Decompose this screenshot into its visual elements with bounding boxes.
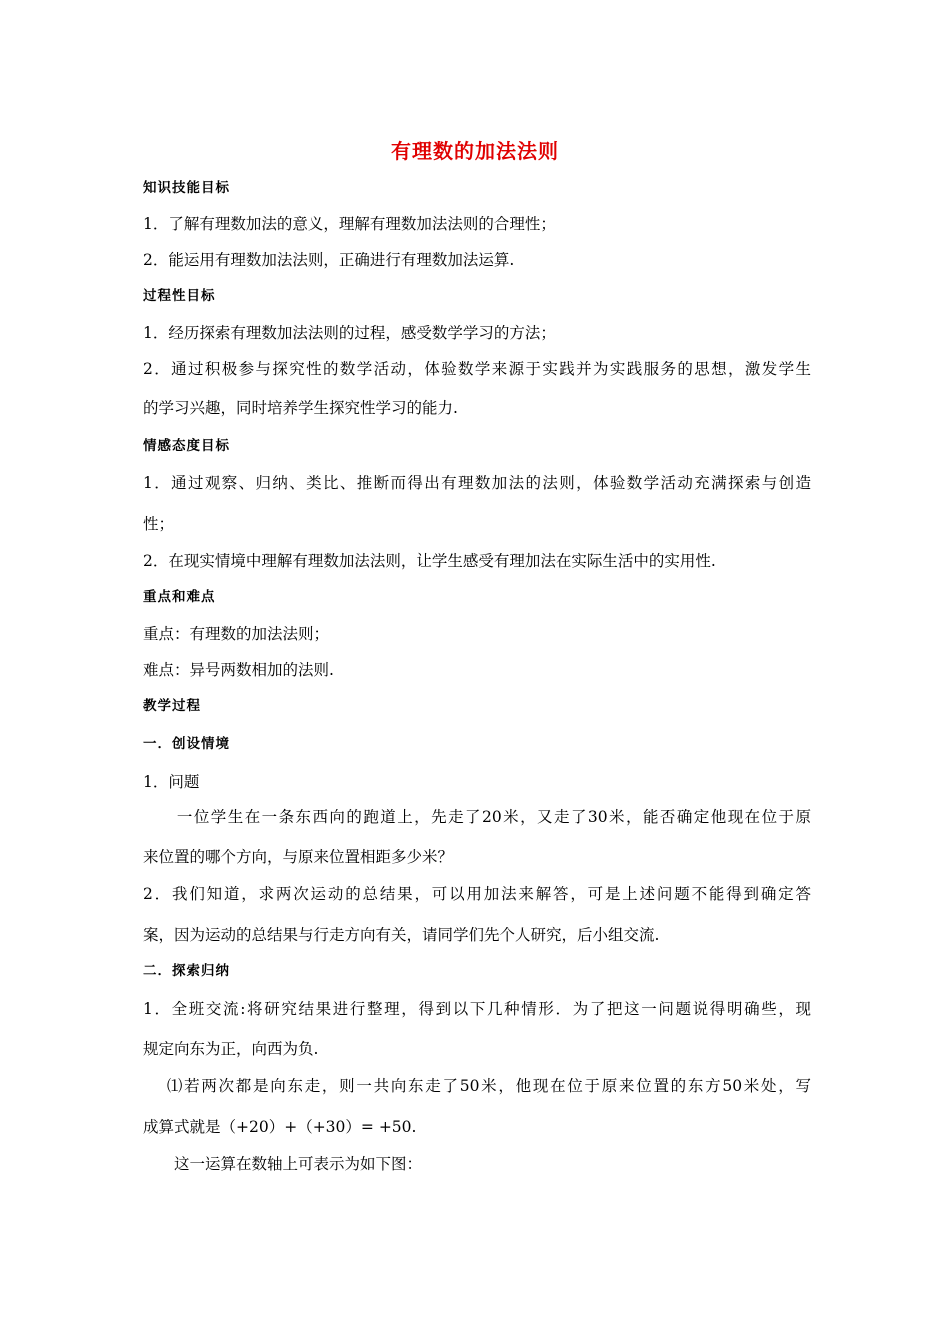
process-item-2-cont: 的学习兴趣，同时培养学生探究性学习的能力. xyxy=(143,399,458,417)
emotion-item-2: 2．在现实情境中理解有理数加法法则，让学生感受有理加法在实际生活中的实用性. xyxy=(143,552,716,570)
part2-line-5: 这一运算在数轴上可表示为如下图： xyxy=(143,1155,423,1173)
key-point: 重点：有理数的加法法则； xyxy=(143,625,330,643)
part1-line-4: 2．我们知道，求两次运动的总结果，可以用加法来解答，可是上述问题不能得到确定答 xyxy=(143,885,811,903)
part2-line-2: 规定向东为正，向西为负. xyxy=(143,1040,319,1058)
heading-knowledge-goals: 知识技能目标 xyxy=(143,180,230,196)
emotion-item-1-cont: 性； xyxy=(143,515,175,533)
part2-line-3: ⑴若两次都是向东走，则一共向东走了50米，他现在位于原来位置的东方50米处，写 xyxy=(143,1077,811,1095)
heading-emotion-goals: 情感态度目标 xyxy=(143,438,230,454)
heading-part-2: 二．探索归纳 xyxy=(143,963,230,979)
part1-line-2: 一位学生在一条东西向的跑道上，先走了20米，又走了30米，能否确定他现在位于原 xyxy=(143,808,811,826)
heading-teaching-process: 教学过程 xyxy=(143,698,201,714)
part2-line-1: 1．全班交流:将研究结果进行整理，得到以下几种情形．为了把这一问题说得明确些，现 xyxy=(143,1000,811,1018)
heading-part-1: 一．创设情境 xyxy=(143,736,230,752)
process-item-2: 2．通过积极参与探究性的数学活动，体验数学来源于实践并为实践服务的思想，激发学生 xyxy=(143,360,811,378)
process-item-1: 1．经历探索有理数加法法则的过程，感受数学学习的方法； xyxy=(143,324,556,342)
document-title: 有理数的加法法则 xyxy=(391,139,559,163)
part1-line-1: 1．问题 xyxy=(143,773,200,791)
heading-key-points: 重点和难点 xyxy=(143,589,216,605)
part1-line-3: 来位置的哪个方向，与原来位置相距多少米？ xyxy=(143,848,454,866)
knowledge-item-2: 2．能运用有理数加法法则，正确进行有理数加法运算. xyxy=(143,251,515,269)
part2-line-4: 成算式就是（+20）+（+30）= +50. xyxy=(143,1118,417,1136)
knowledge-item-1: 1．了解有理数加法的意义，理解有理数加法法则的合理性； xyxy=(143,215,556,233)
heading-process-goals: 过程性目标 xyxy=(143,288,216,304)
part1-line-5: 案，因为运动的总结果与行走方向有关，请同学们先个人研究，后小组交流. xyxy=(143,926,660,944)
difficult-point: 难点：异号两数相加的法则. xyxy=(143,661,334,679)
emotion-item-1: 1．通过观察、归纳、类比、推断而得出有理数加法的法则，体验数学活动充满探索与创造 xyxy=(143,474,811,492)
